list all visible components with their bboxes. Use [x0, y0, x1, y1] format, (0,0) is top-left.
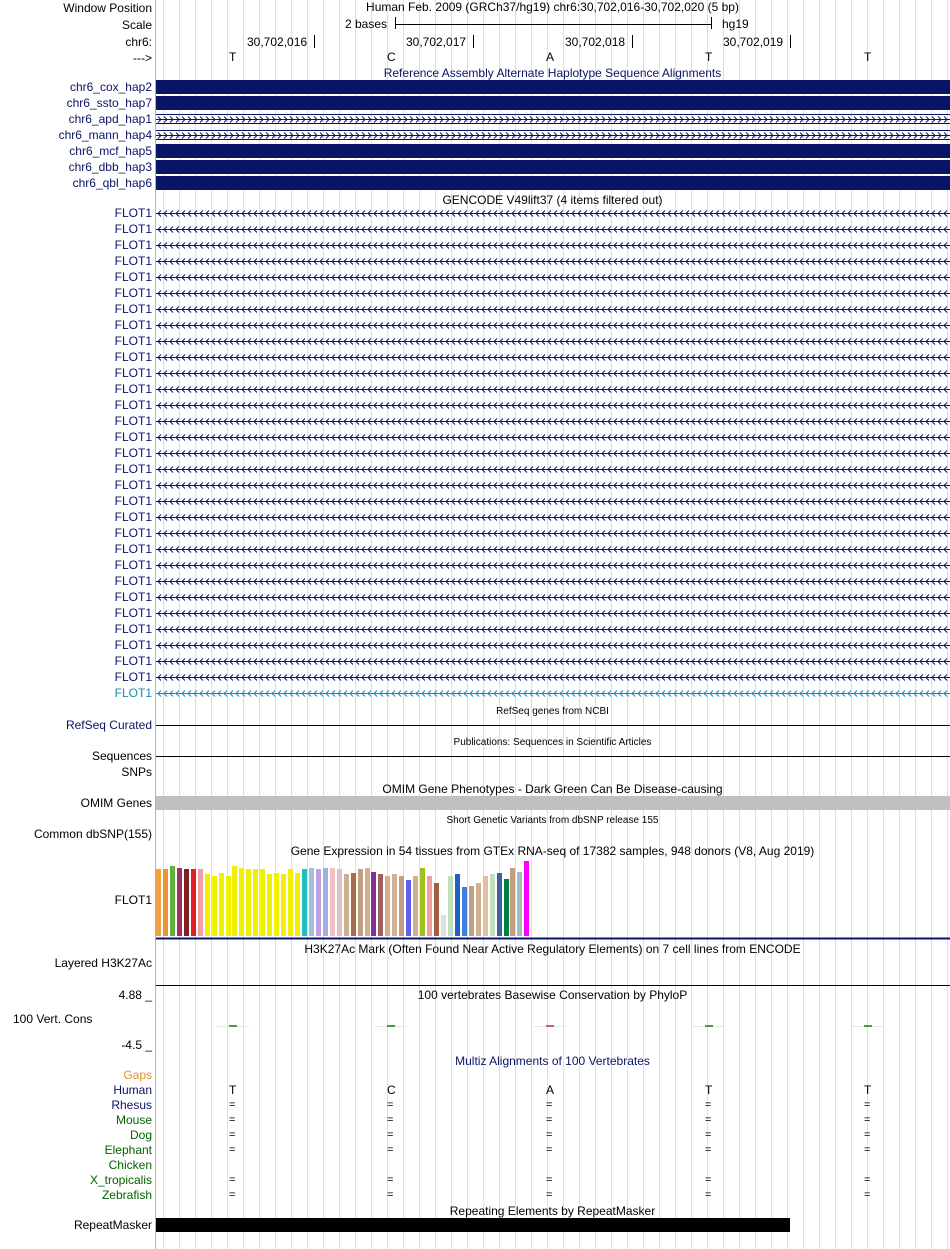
- refseq-line[interactable]: [156, 725, 950, 726]
- gencode-gene-label[interactable]: FLOT1: [114, 606, 152, 620]
- phylop-score: [705, 1025, 713, 1027]
- dbsnp-track-title[interactable]: Short Genetic Variants from dbSNP release 155: [446, 815, 659, 826]
- alignment-match: =: [229, 1144, 236, 1156]
- gtex-bar[interactable]: [469, 886, 474, 936]
- alignment-match: =: [546, 1114, 553, 1126]
- gencode-gene-label[interactable]: FLOT1: [114, 206, 152, 220]
- gencode-transcript[interactable]: [156, 656, 950, 666]
- gtex-bar[interactable]: [427, 876, 432, 936]
- gencode-gene-label[interactable]: FLOT1: [114, 334, 152, 348]
- gtex-bar[interactable]: [232, 866, 237, 936]
- species-label[interactable]: Chicken: [108, 1158, 152, 1172]
- gencode-transcript[interactable]: [156, 464, 950, 474]
- repeatmasker-bar[interactable]: [156, 1218, 790, 1232]
- publications-label[interactable]: Sequences: [91, 749, 152, 763]
- alt-hap-label[interactable]: chr6_dbb_hap3: [68, 160, 152, 174]
- gencode-gene-label[interactable]: FLOT1: [114, 350, 152, 364]
- alignment-match: =: [229, 1099, 236, 1111]
- gtex-bar[interactable]: [358, 869, 363, 936]
- alignment-match: =: [387, 1144, 394, 1156]
- coordinate-tick: [314, 35, 315, 48]
- phylop-min: -4.5 _: [121, 1038, 152, 1052]
- alignment-match: =: [864, 1174, 871, 1186]
- gtex-bar[interactable]: [455, 874, 460, 936]
- publications-track-title[interactable]: Publications: Sequences in Scientific Articles: [453, 737, 652, 748]
- gencode-gene-label[interactable]: FLOT1: [114, 238, 152, 252]
- alignment-match: =: [705, 1099, 712, 1111]
- alt-hap-bar[interactable]: [156, 160, 950, 174]
- human-base: C: [387, 1083, 396, 1097]
- alt-hap-label[interactable]: chr6_qbl_hap6: [72, 176, 152, 190]
- gtex-bar[interactable]: [253, 869, 258, 936]
- gtex-bar[interactable]: [239, 868, 244, 936]
- phylop-score: [229, 1025, 237, 1027]
- alignment-match: =: [864, 1114, 871, 1126]
- alignment-match: =: [229, 1129, 236, 1141]
- gencode-transcript[interactable]: [156, 336, 950, 346]
- gtex-bar[interactable]: [385, 876, 390, 936]
- gencode-transcript[interactable]: [156, 320, 950, 330]
- gencode-transcript[interactable]: [156, 560, 950, 570]
- alignment-match: =: [387, 1099, 394, 1111]
- gtex-bar[interactable]: [448, 876, 453, 936]
- assembly-name: hg19: [722, 17, 749, 31]
- gencode-gene-label[interactable]: FLOT1: [114, 638, 152, 652]
- gencode-gene-label[interactable]: FLOT1: [114, 398, 152, 412]
- gtex-bar[interactable]: [365, 868, 370, 936]
- alignment-match: =: [864, 1099, 871, 1111]
- gtex-bar[interactable]: [413, 876, 418, 936]
- gencode-gene-label[interactable]: FLOT1: [114, 510, 152, 524]
- gtex-bar[interactable]: [198, 869, 203, 936]
- gtex-bar[interactable]: [510, 868, 515, 936]
- scale-bar: [395, 24, 712, 25]
- repeatmasker-track-title[interactable]: Repeating Elements by RepeatMasker: [449, 1204, 656, 1218]
- gtex-bar[interactable]: [392, 874, 397, 936]
- base-letter: C: [387, 50, 396, 64]
- base-letter: T: [705, 50, 713, 64]
- coordinate-tick: [790, 35, 791, 48]
- gtex-bar[interactable]: [434, 883, 439, 936]
- gtex-track-title[interactable]: Gene Expression in 54 tissues from GTEx RNA-seq of 17382 samples, 948 donors (V8, Aug 2019): [290, 844, 815, 858]
- position-text[interactable]: Human Feb. 2009 (GRCh37/hg19) chr6:30,702,016-30,702,020 (5 bp): [366, 0, 739, 14]
- gencode-transcript[interactable]: [156, 352, 950, 362]
- refseq-track-title[interactable]: RefSeq genes from NCBI: [496, 706, 609, 717]
- human-base: A: [546, 1083, 555, 1097]
- gencode-gene-label[interactable]: FLOT1: [114, 542, 152, 556]
- alignment-match: =: [387, 1189, 394, 1201]
- human-base: T: [705, 1083, 713, 1097]
- alignment-match: =: [705, 1114, 712, 1126]
- species-label[interactable]: X_tropicalis: [89, 1173, 152, 1187]
- gencode-gene-label[interactable]: FLOT1: [114, 686, 152, 700]
- alignment-match: =: [864, 1189, 871, 1201]
- human-base: T: [864, 1083, 872, 1097]
- alt-hap-bar[interactable]: [156, 144, 950, 158]
- gencode-gene-label[interactable]: FLOT1: [114, 462, 152, 476]
- gtex-bar[interactable]: [191, 869, 196, 936]
- phylop-track-title[interactable]: 100 vertebrates Basewise Conservation by PhyloP: [417, 988, 688, 1002]
- alt-hap-label[interactable]: chr6_apd_hap1: [68, 112, 152, 126]
- coordinate-tick: [632, 35, 633, 48]
- gencode-gene-label[interactable]: FLOT1: [114, 478, 152, 492]
- gencode-transcript[interactable]: [156, 480, 950, 490]
- scale-bar-left-tick: [395, 17, 396, 29]
- gtex-bar[interactable]: [476, 883, 481, 936]
- species-label[interactable]: Dog: [129, 1128, 152, 1142]
- repeatmasker-label[interactable]: RepeatMasker: [73, 1218, 152, 1232]
- base-letter: A: [546, 50, 555, 64]
- gencode-transcript[interactable]: [156, 368, 950, 378]
- gtex-bar[interactable]: [246, 869, 251, 936]
- gencode-transcript[interactable]: [156, 256, 950, 266]
- phylop-score: [864, 1025, 872, 1027]
- window-position-label: Window Position: [63, 1, 152, 15]
- gtex-bar[interactable]: [323, 868, 328, 936]
- gtex-bar[interactable]: [490, 874, 495, 936]
- gencode-transcript[interactable]: [156, 240, 950, 250]
- human-base: T: [229, 1083, 237, 1097]
- alt-hap-label[interactable]: chr6_cox_hap2: [69, 80, 152, 94]
- gtex-bar[interactable]: [517, 872, 522, 936]
- base-letter: T: [229, 50, 237, 64]
- gencode-gene-label[interactable]: FLOT1: [114, 670, 152, 684]
- gtex-bar[interactable]: [344, 874, 349, 936]
- publications-line[interactable]: [156, 756, 950, 757]
- alignment-match: =: [229, 1174, 236, 1186]
- gencode-transcript[interactable]: [156, 528, 950, 538]
- gencode-gene-label[interactable]: FLOT1: [114, 558, 152, 572]
- gencode-transcript[interactable]: [156, 496, 950, 506]
- gencode-transcript[interactable]: [156, 304, 950, 314]
- alt-hap-bar[interactable]: [156, 80, 950, 94]
- gtex-bar[interactable]: [260, 869, 265, 936]
- gencode-gene-label[interactable]: FLOT1: [114, 222, 152, 236]
- omim-bar[interactable]: [156, 796, 950, 810]
- gtex-bar[interactable]: [267, 874, 272, 936]
- alignment-match: =: [864, 1144, 871, 1156]
- gencode-transcript[interactable]: [156, 640, 950, 650]
- species-label[interactable]: Rhesus: [111, 1098, 152, 1112]
- gencode-transcript[interactable]: [156, 624, 950, 634]
- gtex-bar[interactable]: [295, 873, 300, 936]
- dbsnp-label[interactable]: Common dbSNP(155): [33, 827, 152, 841]
- gtex-bar[interactable]: [378, 874, 383, 936]
- gencode-transcript[interactable]: [156, 384, 950, 394]
- gencode-transcript[interactable]: [156, 544, 950, 554]
- gencode-transcript[interactable]: [156, 288, 950, 298]
- gencode-transcript[interactable]: [156, 576, 950, 586]
- alignment-match: =: [229, 1189, 236, 1201]
- gtex-bar[interactable]: [316, 869, 321, 936]
- gtex-bar[interactable]: [309, 868, 314, 936]
- omim-track-title[interactable]: OMIM Gene Phenotypes - Dark Green Can Be Disease-causing: [382, 782, 723, 796]
- gencode-gene-label[interactable]: FLOT1: [114, 254, 152, 268]
- gtex-bar[interactable]: [170, 866, 175, 936]
- alignment-match: =: [546, 1129, 553, 1141]
- base-letter: T: [864, 50, 872, 64]
- h3k27ac-baseline: [156, 985, 950, 986]
- coordinate-tick: [473, 35, 474, 48]
- gtex-bar[interactable]: [330, 868, 335, 936]
- h3k27ac-label[interactable]: Layered H3K27Ac: [54, 956, 152, 970]
- phylop-score: [546, 1025, 554, 1027]
- gencode-transcript[interactable]: [156, 448, 950, 458]
- gencode-transcript[interactable]: [156, 416, 950, 426]
- h3k27ac-track-title[interactable]: H3K27Ac Mark (Often Found Near Active Regulatory Elements) on 7 cell lines from ENCODE: [304, 942, 801, 956]
- gencode-gene-label[interactable]: FLOT1: [114, 302, 152, 316]
- alignment-match: =: [546, 1189, 553, 1201]
- gtex-bar[interactable]: [483, 876, 488, 936]
- alignment-match: =: [387, 1129, 394, 1141]
- alignment-match: =: [705, 1129, 712, 1141]
- alt-hap-arrow-bar[interactable]: [156, 130, 950, 140]
- gtex-bar[interactable]: [184, 869, 189, 936]
- gtex-bar[interactable]: [462, 887, 467, 936]
- snps-label[interactable]: SNPs: [121, 765, 152, 779]
- gtex-bar[interactable]: [371, 872, 376, 936]
- coordinate-label: 30,702,018: [565, 35, 626, 49]
- gencode-track-title[interactable]: GENCODE V49lift37 (4 items filtered out): [442, 193, 663, 207]
- alignment-match: =: [705, 1144, 712, 1156]
- gtex-bar[interactable]: [274, 873, 279, 936]
- alignment-match: =: [387, 1114, 394, 1126]
- gtex-bar[interactable]: [441, 915, 446, 936]
- alignment-match: =: [387, 1174, 394, 1186]
- gencode-transcript[interactable]: [156, 688, 950, 698]
- gencode-gene-label[interactable]: FLOT1: [114, 654, 152, 668]
- gtex-bar[interactable]: [497, 873, 502, 936]
- gtex-bar[interactable]: [406, 880, 411, 936]
- gtex-bar[interactable]: [177, 868, 182, 936]
- gencode-gene-label[interactable]: FLOT1: [114, 430, 152, 444]
- alignment-match: =: [864, 1129, 871, 1141]
- alignment-match: =: [546, 1144, 553, 1156]
- gencode-gene-label[interactable]: FLOT1: [114, 526, 152, 540]
- gencode-transcript[interactable]: [156, 432, 950, 442]
- species-label[interactable]: Zebrafish: [101, 1188, 152, 1202]
- gtex-bar[interactable]: [420, 868, 425, 936]
- alignment-match: =: [229, 1114, 236, 1126]
- alt-hap-label[interactable]: chr6_ssto_hap7: [66, 96, 152, 110]
- gencode-gene-label[interactable]: FLOT1: [114, 446, 152, 460]
- gencode-transcript[interactable]: [156, 400, 950, 410]
- refseq-label[interactable]: RefSeq Curated: [65, 718, 152, 732]
- gencode-gene-label[interactable]: FLOT1: [114, 366, 152, 380]
- alignment-match: =: [546, 1174, 553, 1186]
- gencode-transcript[interactable]: [156, 672, 950, 682]
- gtex-bar[interactable]: [212, 876, 217, 936]
- scale-bar-right-tick: [711, 17, 712, 29]
- gtex-bar[interactable]: [399, 876, 404, 936]
- gencode-gene-label[interactable]: FLOT1: [114, 590, 152, 604]
- alt-hap-arrow-bar[interactable]: [156, 114, 950, 124]
- gencode-gene-label[interactable]: FLOT1: [114, 382, 152, 396]
- alt-hap-label[interactable]: chr6_mann_hap4: [58, 128, 152, 142]
- gtex-bar[interactable]: [163, 869, 168, 936]
- gtex-gene-label[interactable]: FLOT1: [114, 893, 152, 907]
- gtex-bar[interactable]: [226, 876, 231, 936]
- gencode-gene-label[interactable]: FLOT1: [114, 270, 152, 284]
- coordinate-label: 30,702,017: [406, 35, 467, 49]
- gencode-gene-label[interactable]: FLOT1: [114, 622, 152, 636]
- phylop-max: 4.88 _: [118, 988, 152, 1002]
- gtex-bar[interactable]: [281, 874, 286, 936]
- gencode-gene-label[interactable]: FLOT1: [114, 286, 152, 300]
- phylop-score: [387, 1025, 395, 1027]
- omim-label[interactable]: OMIM Genes: [80, 796, 152, 810]
- gencode-gene-label[interactable]: FLOT1: [114, 318, 152, 332]
- gtex-bar[interactable]: [219, 873, 224, 936]
- alt-hap-track-title[interactable]: Reference Assembly Alternate Haplotype Sequence Alignments: [383, 66, 722, 80]
- gtex-bar[interactable]: [156, 869, 161, 936]
- gencode-transcript[interactable]: [156, 608, 950, 618]
- gencode-transcript[interactable]: [156, 224, 950, 234]
- alignment-match: =: [546, 1099, 553, 1111]
- gtex-bar[interactable]: [524, 861, 529, 936]
- alt-hap-bar[interactable]: [156, 96, 950, 110]
- species-label[interactable]: Human: [113, 1083, 152, 1097]
- coordinate-label: 30,702,019: [723, 35, 784, 49]
- scale-text: 2 bases: [345, 17, 388, 31]
- alt-hap-bar[interactable]: [156, 176, 950, 190]
- gencode-gene-label[interactable]: FLOT1: [114, 414, 152, 428]
- gencode-transcript[interactable]: [156, 512, 950, 522]
- gencode-transcript[interactable]: [156, 592, 950, 602]
- gencode-transcript[interactable]: [156, 208, 950, 218]
- gtex-bar[interactable]: [337, 869, 342, 936]
- alignment-match: =: [705, 1189, 712, 1201]
- strand-label: --->: [133, 51, 152, 65]
- species-label[interactable]: Elephant: [104, 1143, 152, 1157]
- gencode-gene-label[interactable]: FLOT1: [114, 494, 152, 508]
- coordinate-label: 30,702,016: [247, 35, 308, 49]
- chrom-label: chr6:: [125, 35, 152, 49]
- species-label[interactable]: Mouse: [115, 1113, 152, 1127]
- gtex-bar-chart[interactable]: [156, 856, 950, 940]
- gtex-bar[interactable]: [302, 869, 307, 936]
- gtex-bar[interactable]: [504, 879, 509, 936]
- scale-label: Scale: [121, 18, 152, 32]
- gaps-label: Gaps: [123, 1068, 152, 1082]
- gencode-gene-label[interactable]: FLOT1: [114, 574, 152, 588]
- multiz-track-title[interactable]: Multiz Alignments of 100 Vertebrates: [455, 1054, 650, 1068]
- alt-hap-label[interactable]: chr6_mcf_hap5: [69, 144, 152, 158]
- gtex-bar[interactable]: [351, 873, 356, 936]
- phylop-label[interactable]: 100 Vert. Cons: [13, 1012, 93, 1026]
- gtex-bar[interactable]: [288, 869, 293, 936]
- alignment-match: =: [705, 1174, 712, 1186]
- gencode-transcript[interactable]: [156, 272, 950, 282]
- gtex-bar[interactable]: [205, 874, 210, 936]
